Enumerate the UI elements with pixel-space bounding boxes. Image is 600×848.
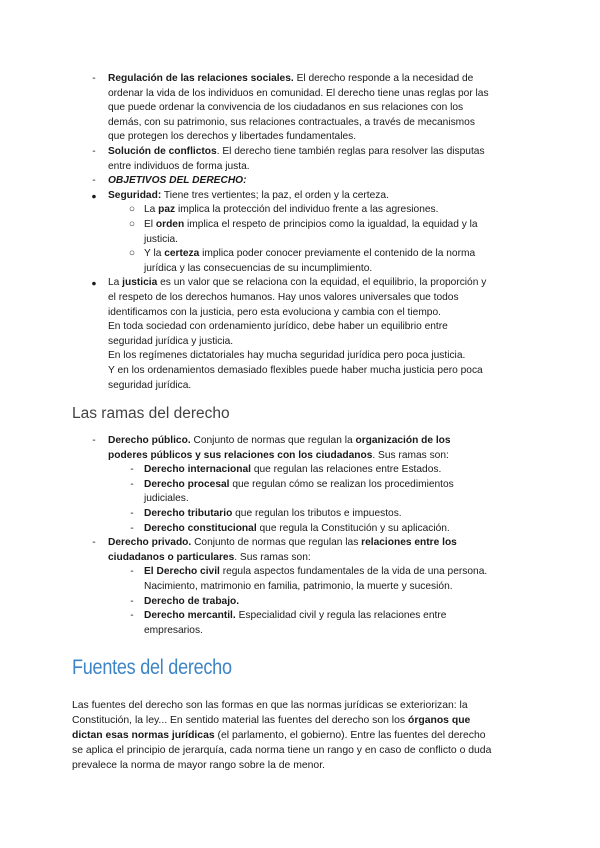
dash-marker: - <box>92 175 96 187</box>
text-line: Y en los ordenamientos demasiado flexibles puede haber mucha justicia pero poca <box>108 365 483 376</box>
text-line: justicia. <box>144 233 178 245</box>
civil-item: El Derecho civil regula aspectos fundamentales de la vida de una persona. <box>144 566 488 578</box>
paz-item: La paz implica la protección del individuo frente a las agresiones. <box>144 204 439 216</box>
bullet-marker: ● <box>91 190 97 201</box>
circle-marker: ○ <box>128 219 136 230</box>
dash-marker: - <box>92 435 96 446</box>
text-line: Nacimiento, matrimonio en familia, patrimonio, la muerte y sucesión. <box>144 581 453 592</box>
text-line: ordenar la vida de los individuos en comunidad. El derecho tiene unas reglas por las <box>108 87 489 99</box>
circle-marker: ○ <box>128 248 136 260</box>
text-line: que puede ordenar la convivencia de los ciudadanos en sus relaciones con los <box>108 102 464 114</box>
text-line: seguridad jurídica y justicia. <box>108 335 234 347</box>
text-line: que protegen los derechos y libertades fundamentales. <box>108 131 357 143</box>
text-line: demás, con su patrimonio, sus relaciones contractuales, a través de mecanismos <box>108 116 475 128</box>
text-line: el respeto de los derechos humanos. Hay unos valores universales que todos <box>108 292 459 303</box>
text-line: ciudadanos o particulares. Sus ramas son: <box>108 551 311 563</box>
bullet-marker: ● <box>91 278 97 289</box>
justicia-item: La justicia es un valor que se relaciona con la equidad, el equilibrio, la proporción y <box>108 277 487 289</box>
dash-marker: - <box>92 537 96 549</box>
publico-item: Derecho público. Conjunto de normas que regulan la organización de los <box>108 435 451 446</box>
orden-item: El orden implica el respeto de principios como la igualdad, la equidad y la <box>144 219 478 230</box>
regulacion-item: Regulación de las relaciones sociales. El derecho responde a la necesidad de <box>108 73 474 84</box>
text-line: se aplica el principio de jerarquía, cada norma tiene un rango y en caso de conflicto o duda <box>72 745 492 756</box>
seguridad-term: Seguridad: <box>108 189 162 201</box>
justicia-term: justicia <box>122 277 158 289</box>
fuentes-heading: Fuentes del derecho <box>72 656 232 679</box>
paz-term: paz <box>158 204 176 216</box>
text-line: Constitución, la ley... En sentido material las fuentes del derecho son los órganos que <box>72 715 471 726</box>
ramas-heading: Las ramas del derecho <box>72 405 230 422</box>
internacional-item: Derecho internacional que regulan las relaciones entre Estados. <box>144 464 442 476</box>
dash-marker: - <box>130 595 134 607</box>
seguridad-item: Seguridad: Tiene tres vertientes; la paz, el orden y la certeza. <box>108 189 389 201</box>
text-line: prevalece la norma de mayor rango sobre la de menor. <box>72 760 325 771</box>
dash-marker: - <box>130 522 134 534</box>
privado-item: Derecho privado. Conjunto de normas que regulan las relaciones entre los <box>108 537 457 549</box>
text-line: poderes públicos y sus relaciones con los ciudadanos. Sus ramas son: <box>108 449 449 461</box>
publico-term: Derecho público. <box>108 435 191 446</box>
orden-term: orden <box>155 219 185 230</box>
dash-marker: - <box>130 508 134 519</box>
certeza-item: Y la certeza implica poder conocer previamente el contenido de la norma <box>144 248 476 260</box>
text-line: entre individuos de forma justa. <box>108 160 250 172</box>
dash-marker: - <box>130 610 134 622</box>
certeza-term: certeza <box>164 248 200 260</box>
text-line: empresarios. <box>144 624 203 636</box>
trabajo-item: Derecho de trabajo. <box>144 595 240 607</box>
regulacion-term: Regulación de las relaciones sociales. <box>108 73 294 84</box>
dash-marker: - <box>130 478 134 490</box>
text-line: seguridad jurídica. <box>108 379 192 391</box>
text-line: En los regímenes dictatoriales hay mucha seguridad jurídica pero poca justicia. <box>108 350 466 362</box>
dash-marker: - <box>130 464 134 476</box>
text-line: jurídica y las consecuencias de su incumplimiento. <box>144 262 373 274</box>
constitucional-item: Derecho constitucional que regula la Constitución y su aplicación. <box>144 522 450 534</box>
mercantil-item: Derecho mercantil. Especialidad civil y regula las relaciones entre <box>144 610 447 622</box>
text-line: judiciales. <box>144 493 189 505</box>
text-line: En toda sociedad con ordenamiento jurídico, debe haber un equilibrio entre <box>108 321 448 333</box>
text-line: dictan esas normas jurídicas (el parlamento, el gobierno). Entre las fuentes del derecho <box>72 730 486 741</box>
dash-marker: - <box>92 146 96 157</box>
privado-term: Derecho privado. <box>108 537 192 549</box>
dash-marker: - <box>130 566 134 578</box>
solucion-item: Solución de conflictos. El derecho tiene también reglas para resolver las disputas <box>108 146 485 157</box>
procesal-item: Derecho procesal que regulan cómo se realizan los procedimientos <box>144 478 454 490</box>
text-line: Las fuentes del derecho son las formas en que las normas jurídicas se exteriorizan: la <box>72 700 468 711</box>
circle-marker: ○ <box>128 204 136 216</box>
text-line: identificamos con la justicia, pero esta evoluciona y cambia con el tiempo. <box>108 306 441 318</box>
solucion-term: Solución de conflictos <box>108 146 217 157</box>
dash-marker: - <box>92 73 96 84</box>
tributario-item: Derecho tributario que regulan los tributos e impuestos. <box>144 508 402 519</box>
objetivos-heading: OBJETIVOS DEL DERECHO: <box>108 175 247 187</box>
